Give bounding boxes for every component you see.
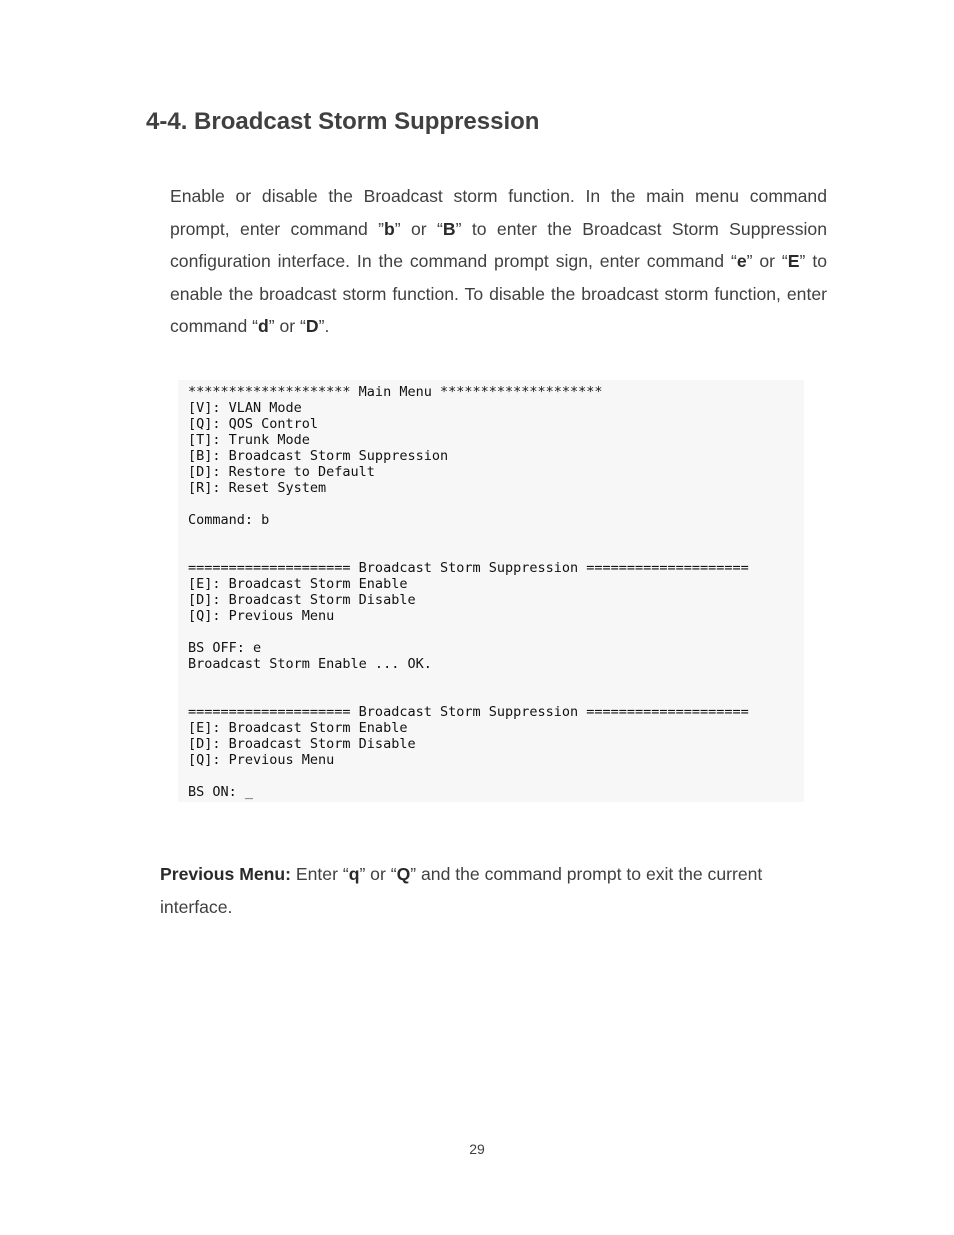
intro-text: ” or “ bbox=[268, 316, 306, 336]
bs-menu-header: ==================== Broadcast Storm Suppression ==================== bbox=[188, 704, 749, 720]
bs-menu-header: ==================== Broadcast Storm Suppression ==================== bbox=[188, 560, 749, 576]
terminal-screenshot bbox=[178, 380, 804, 802]
intro-text: Enable or disable the Broadcast storm function. In the main menu command prompt, enter command ” bbox=[170, 186, 827, 239]
prev-text: ” or “ bbox=[359, 864, 397, 884]
terminal-output bbox=[188, 384, 749, 800]
prev-text: Enter “ bbox=[291, 864, 349, 884]
menu-item: [Q]: QOS Control bbox=[188, 416, 319, 432]
intro-text: ” or “ bbox=[394, 218, 443, 239]
bs-prompt: BS ON: bbox=[188, 784, 245, 800]
menu-item: [D]: Restore to Default bbox=[188, 464, 375, 480]
menu-item: [T]: Trunk Mode bbox=[188, 432, 310, 448]
command-key: e bbox=[736, 251, 747, 271]
command-key: D bbox=[305, 316, 319, 336]
menu-item: [D]: Broadcast Storm Disable bbox=[188, 736, 416, 752]
menu-item: [B]: Broadcast Storm Suppression bbox=[188, 448, 449, 464]
bs-result: Broadcast Storm Enable ... OK. bbox=[188, 656, 432, 672]
command-key: q bbox=[348, 864, 360, 884]
previous-menu-label: Previous Menu: bbox=[160, 864, 291, 884]
page-number: 29 bbox=[469, 1141, 485, 1157]
cursor-icon: _ bbox=[244, 784, 254, 800]
menu-item: [V]: VLAN Mode bbox=[188, 400, 302, 416]
previous-menu-paragraph bbox=[160, 858, 820, 924]
menu-item: [E]: Broadcast Storm Enable bbox=[188, 576, 408, 592]
menu-item: [Q]: Previous Menu bbox=[188, 752, 335, 768]
intro-text: ” to enable the broadcast storm function. To disable the broadcast storm function, enter command “ bbox=[170, 251, 827, 336]
menu-item: [E]: Broadcast Storm Enable bbox=[188, 720, 408, 736]
prev-text: ” and the command prompt to exit the current interface. bbox=[160, 864, 763, 917]
section-heading: 4-4. Broadcast Storm Suppression bbox=[146, 108, 540, 135]
bs-prompt: BS OFF: e bbox=[188, 640, 262, 656]
command-key: d bbox=[258, 316, 269, 336]
intro-paragraph bbox=[170, 180, 827, 343]
intro-text: ” to enter the Broadcast Storm Suppression configuration interface. In the command prompt sign, enter command “ bbox=[170, 218, 827, 271]
menu-item: [D]: Broadcast Storm Disable bbox=[188, 592, 416, 608]
menu-item: [Q]: Previous Menu bbox=[188, 608, 335, 624]
command-key: b bbox=[384, 218, 395, 239]
command-key: E bbox=[787, 251, 800, 271]
menu-item: [R]: Reset System bbox=[188, 480, 327, 496]
intro-text: ”. bbox=[318, 316, 330, 336]
command-key: Q bbox=[396, 864, 411, 884]
command-key: B bbox=[442, 218, 456, 239]
main-menu-header: ******************** Main Menu ******************** bbox=[188, 384, 603, 400]
intro-text: ” or “ bbox=[746, 251, 788, 271]
command-line: Command: b bbox=[188, 512, 270, 528]
